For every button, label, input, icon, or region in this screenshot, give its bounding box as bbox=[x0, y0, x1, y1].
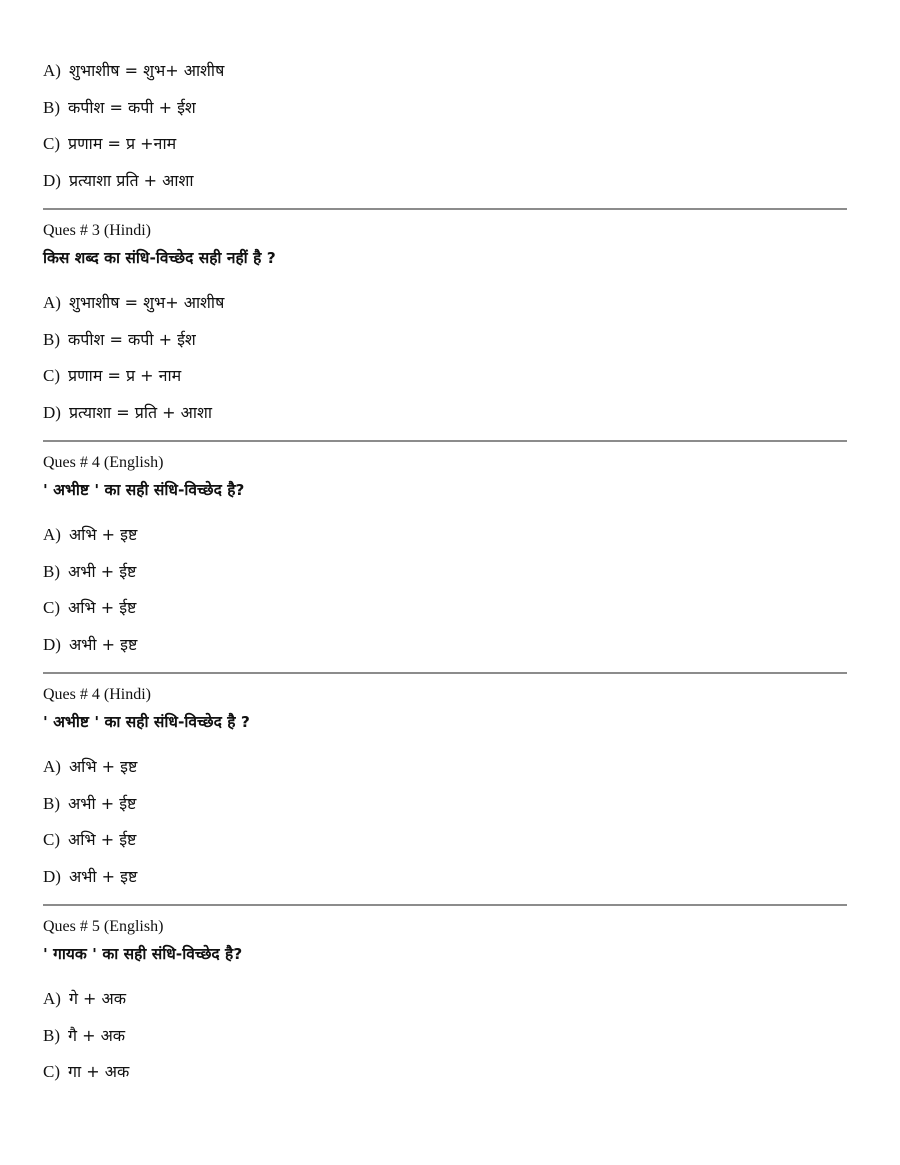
option-c bbox=[43, 1057, 847, 1094]
divider bbox=[43, 672, 847, 674]
option-text: प्रत्याशा = प्रति + आशा bbox=[68, 402, 213, 422]
option-text: अभी + ईष्ट bbox=[68, 561, 137, 581]
option-d bbox=[43, 630, 847, 667]
option-b bbox=[43, 557, 847, 594]
option-text: अभी + ईष्ट bbox=[68, 793, 137, 813]
option-letter: A) bbox=[43, 293, 61, 312]
option-text: कपीश = कपी + ईश bbox=[68, 329, 196, 349]
option-letter: C) bbox=[43, 366, 60, 385]
question-block bbox=[43, 916, 847, 1094]
option-b bbox=[43, 325, 847, 362]
option-letter: C) bbox=[43, 598, 60, 617]
option-c bbox=[43, 593, 847, 630]
divider bbox=[43, 208, 847, 210]
option-letter: D) bbox=[43, 866, 61, 886]
option-d bbox=[43, 166, 847, 203]
question-text: ' अभीष्ट ' का सही संधि-विच्छेद है ? bbox=[43, 713, 250, 731]
option-letter: D) bbox=[43, 634, 61, 654]
question-block bbox=[43, 452, 847, 666]
option-a bbox=[43, 752, 847, 789]
question-block bbox=[43, 684, 847, 898]
option-text: अभि + इष्ट bbox=[68, 757, 138, 776]
option-c bbox=[43, 825, 847, 862]
question-text: ' अभीष्ट ' का सही संधि-विच्छेद है? bbox=[43, 481, 245, 499]
document-page bbox=[43, 56, 847, 1094]
divider bbox=[43, 440, 847, 442]
option-letter: B) bbox=[43, 561, 60, 581]
option-letter: A) bbox=[43, 757, 61, 776]
option-text: अभी + इष्ट bbox=[68, 866, 138, 886]
option-text: गै + अक bbox=[68, 1025, 126, 1045]
question-text: ' गायक ' का सही संधि-विच्छेद है? bbox=[43, 945, 243, 963]
option-letter: D) bbox=[43, 402, 61, 422]
option-a bbox=[43, 56, 847, 93]
option-text: शुभाशीष = शुभ+ आशीष bbox=[68, 293, 225, 312]
option-letter: A) bbox=[43, 61, 61, 80]
option-text: अभि + ईष्ट bbox=[68, 830, 137, 849]
previous-question-options bbox=[43, 56, 847, 202]
divider bbox=[43, 904, 847, 906]
option-b bbox=[43, 93, 847, 130]
question-text: किस शब्द का संधि-विच्छेद सही नहीं है ? bbox=[43, 249, 276, 267]
option-letter: B) bbox=[43, 1025, 60, 1045]
option-d bbox=[43, 862, 847, 899]
option-c bbox=[43, 361, 847, 398]
option-text: कपीश = कपी + ईश bbox=[68, 97, 196, 117]
option-text: अभि + ईष्ट bbox=[68, 598, 137, 617]
option-letter: B) bbox=[43, 329, 60, 349]
option-a bbox=[43, 520, 847, 557]
option-letter: A) bbox=[43, 525, 61, 544]
option-text: अभि + इष्ट bbox=[68, 525, 138, 544]
option-b bbox=[43, 1021, 847, 1058]
question-header: Ques # 3 (Hindi) bbox=[43, 222, 151, 239]
option-text: प्रणाम = प्र +नाम bbox=[68, 134, 177, 153]
option-text: अभी + इष्ट bbox=[68, 634, 138, 654]
question-header: Ques # 5 (English) bbox=[43, 918, 164, 935]
option-letter: C) bbox=[43, 830, 60, 849]
question-block bbox=[43, 220, 847, 434]
option-text: प्रणाम = प्र + नाम bbox=[68, 366, 182, 385]
option-a bbox=[43, 984, 847, 1021]
option-letter: B) bbox=[43, 97, 60, 117]
question-header: Ques # 4 (Hindi) bbox=[43, 686, 151, 703]
option-d bbox=[43, 398, 847, 435]
option-text: प्रत्याशा प्रति + आशा bbox=[68, 170, 194, 190]
option-letter: D) bbox=[43, 170, 61, 190]
option-c bbox=[43, 129, 847, 166]
option-text: गे + अक bbox=[68, 989, 127, 1008]
option-b bbox=[43, 789, 847, 826]
option-text: शुभाशीष = शुभ+ आशीष bbox=[68, 61, 225, 80]
option-letter: C) bbox=[43, 1062, 60, 1081]
option-letter: A) bbox=[43, 989, 61, 1008]
option-text: गा + अक bbox=[68, 1062, 130, 1081]
option-letter: B) bbox=[43, 793, 60, 813]
option-a bbox=[43, 288, 847, 325]
option-letter: C) bbox=[43, 134, 60, 153]
question-header: Ques # 4 (English) bbox=[43, 454, 164, 471]
